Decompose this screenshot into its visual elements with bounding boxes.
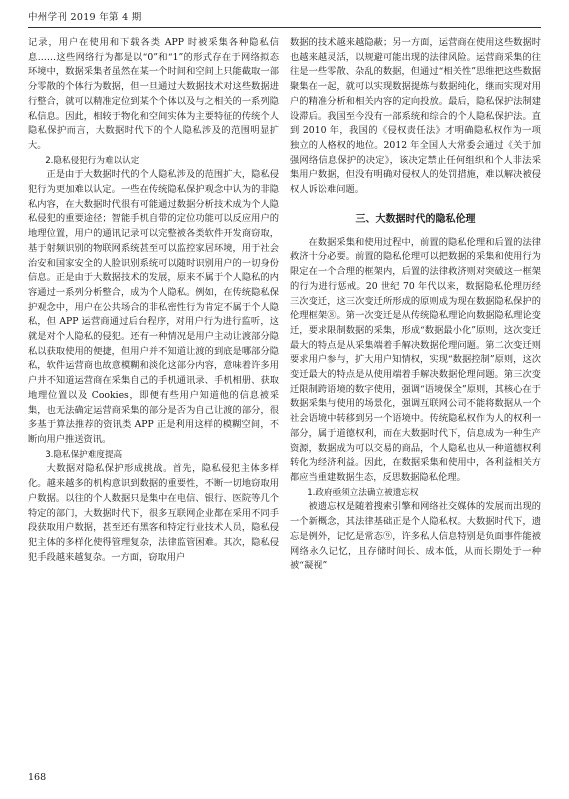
paragraph: 正是由于大数据时代的个人隐私涉及的范围扩大，隐私侵犯行为更加难以认定。一些在传统隐私保护观念中认为的非隐私内容，在大数据时代很有可能通过数据分析技术成为个人隐私侵犯的重要途径；智能手机自带的定位功能可以反应用户的地理位置，用户的通讯记录可以完整被各类软件开发商窃取，基于射频识别的物联网系统甚至可以监控家居环境，用于社会治安和国家安全的人脸识别系统可以随时识别用户的一切身份信息。正是由于大数据技术的发展，原来不属于个人隐私的内容通过一系列分析整合，成为个人隐私。例如，在传统隐私保护观念中，用户在公共场合的非私密性行为肯定不属于个人隐私，但 APP 运营商通过后台程序，对用户行为进行监听，这就是对个人隐私的侵犯。还有一种情况是用户主动让渡部分隐私以获取使用的便捷，但用户并不知道让渡的到底是哪部分隐私，软件运营商也故意模糊和淡化这部分内容，意味着许多用户并不知道运营商在采集自己的手机通讯录、手机相册、获取地理位置以及 Cookies，即便有些用户知道他的信息被采集，也无法确定运营商采集的部分是否为自己让渡的部分，很多基于算法推荐的资讯类 APP 正是利用这样的模糊空间，不断向用户推送资讯。 xyxy=(28,169,279,445)
left-column xyxy=(28,36,279,565)
right-column xyxy=(290,36,541,574)
subheading: 2.隐私侵犯行为难以认定 xyxy=(45,155,140,166)
subheading: 3.隐私保护难度提高 xyxy=(45,449,123,460)
header-rule xyxy=(28,27,541,28)
page-number: 168 xyxy=(28,772,47,783)
paragraph: 在数据采集和使用过程中，前置的隐私伦理和后置的法律救济十分必要。前置的隐私伦理可以把数据的采集和使用行为限定在一个合理的框架内，后置的法律救济则对突破这一框架的行为进行惩戒。20 世纪 70 年代以来，数据隐私伦理历经三次变迁，这三次变迁所形成的原则成为现在数据隐私保护的伦理框架⑧。第一次变迁是从传统隐私理论向数据隐私理论变迁，要求限制数据的采集，形成“数据最小化”原则，这次变迁最大的特点是从采集端着手解决数据伦理问题。第二次变迁则要求用户参与，扩大用户知情权，实现“数据控制”原则，这次变迁最大的特点是从使用端着手解决数据伦理问题。第三次变迁限制跨语境的数字使用，强调“语境保全”原则，其核心在于数据采集与使用的场景化，强调互联网公司不能将数据从一个社会语境中转移到另一个语境中。传统隐私权作为人的权利一部分，属于道德权利，而在大数据时代下，信息成为一种生产资源，数据成为可以交易的商品，个人隐私也从一种道德权利转化为经济利益。因此，在数据采集和使用中，各利益相关方都应当重建数据生态，反思数据隐私伦理。 xyxy=(290,236,541,483)
paragraph: 记录，用户在使用和下载各类 APP 时被采集各种隐私信息……这些网络行为都是以“0”和“1”的形式存在于网络拟态环境中，数据采集者虽然在某一个时间和空间上只能截取一部分零散的个体行为数据，但一旦通过大数据技术对这些数据进行整合，就可以精准定位到某个个体以及与之相关的一系列隐私信息。因此，相较于物化和空间实体为主要特征的传统个人隐私保护而言，大数据时代下的个人隐私涉及的范围明显扩大。 xyxy=(28,37,279,151)
running-header xyxy=(28,10,541,26)
paragraph: 被遗忘权是随着搜索引擎和网络社交媒体的发展而出现的一个新概念，其法律基础正是个人隐私权。大数据时代下，遗忘是例外，记忆是常态⑨，许多私人信息特别是负面事件能被网络永久记忆，且存储时间长、成本低，从而长期处于一种被“凝视” xyxy=(290,501,541,572)
section-title: 三、大数据时代的隐私伦理 xyxy=(355,213,476,225)
subheading: 1.政府亟须立法确立被遗忘权 xyxy=(307,487,419,498)
paragraph: 数据的技术越来越隐蔽；另一方面，运营商在使用这些数据时也越来越灵活，以规避可能出现的法律风险。运营商采集的往往是一些零散、杂乱的数据，但通过“相关性”思维把这些数据聚集在一起，就可以实现数据提炼与数据纯化，继而实现对用户的精准分析和相关内容的定向投放。最后，隐私保护法制建设滞后。我国至今没有一部系统和综合的个人隐私保护法。直到 2010 年，我国的《侵权责任法》才明确隐私权作为一项独立的人格权的地位。2012 年全国人大常委会通过《关于加强网络信息保护的决定》，该决定禁止任何组织和个人非法采集用户数据，但没有明确对侵权人的处罚措施，难以解决被侵权人诉讼难问题。 xyxy=(290,37,541,196)
journal-name: 中州学刊 2019 年第 4 期 xyxy=(28,12,142,23)
paragraph: 大数据对隐私保护形成挑战。首先，隐私侵犯主体多样化。越来越多的机构意识到数据的重要性，不断一切地窃取用户数据。以往的个人数据只是集中在电信、银行、医院等几个特定的部门，大数据时代下，很多互联网企业都在采用不同手段获取用户数据，甚至还有黑客和特定行业技术人员，隐私侵犯主体的多样化使得管理复杂，法律监管困难。其次，隐私侵犯手段越来越复杂。一方面，窃取用户 xyxy=(28,463,279,563)
